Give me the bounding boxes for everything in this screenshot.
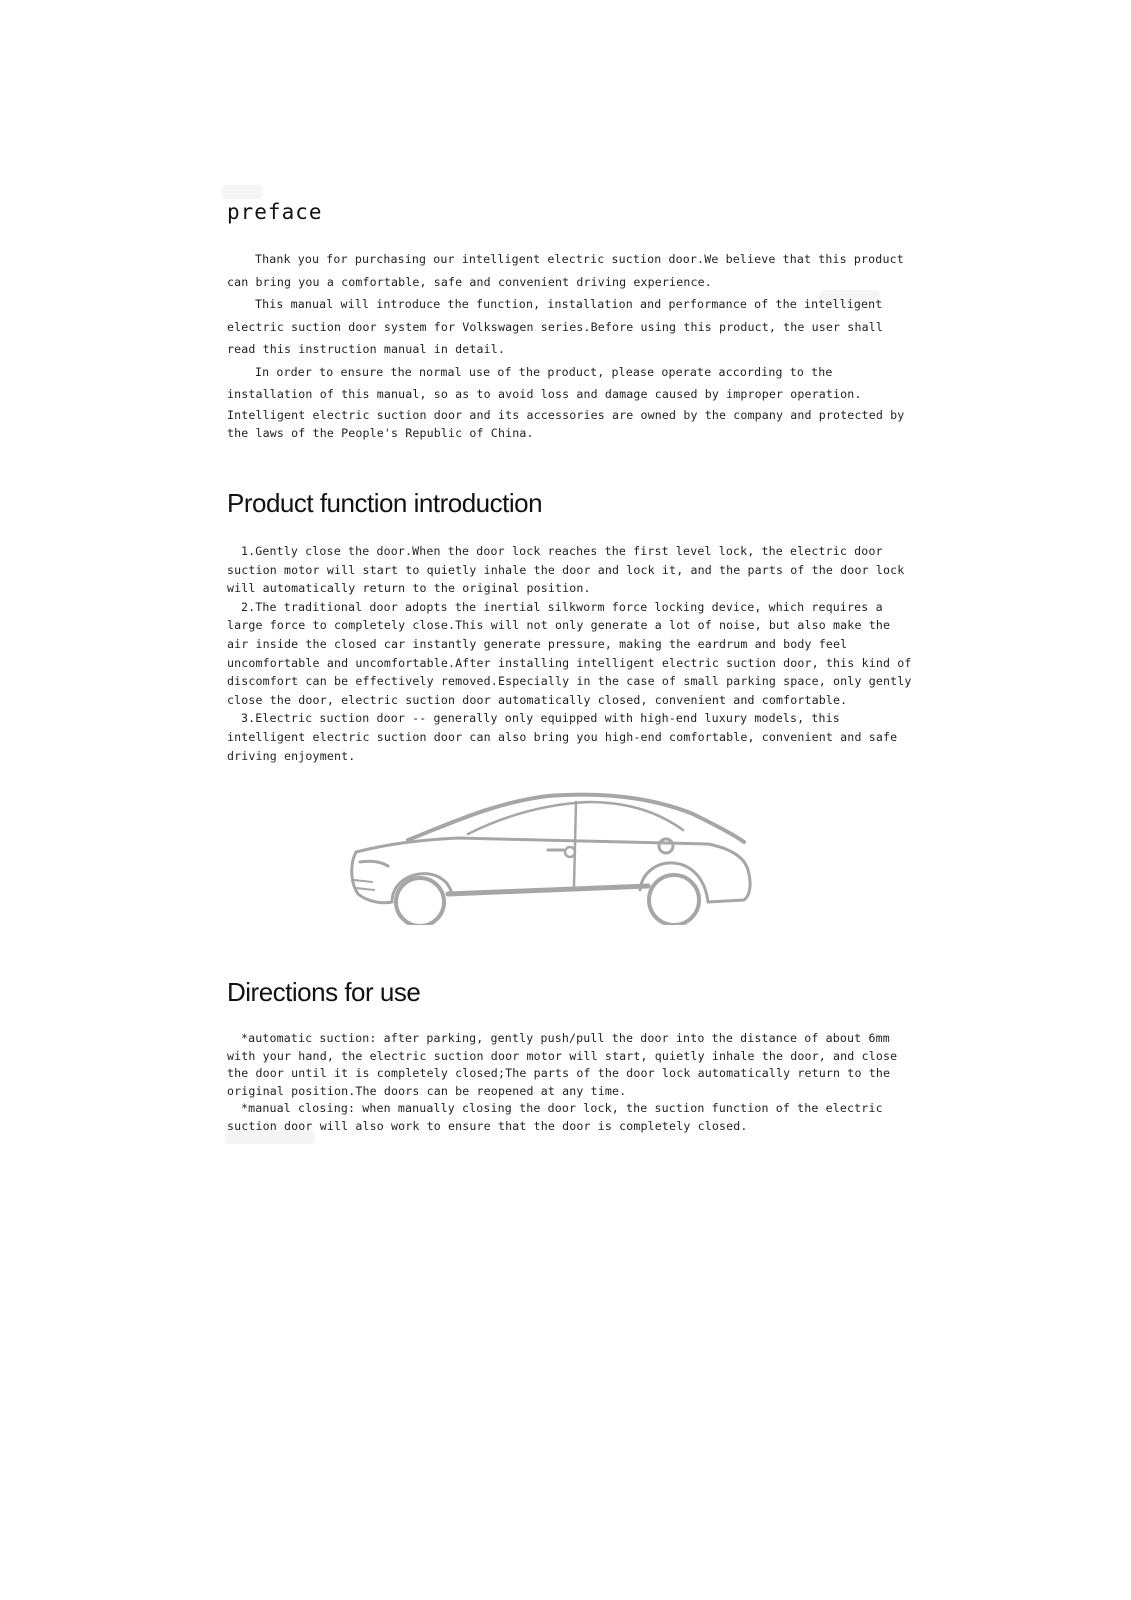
scan-smudge <box>222 185 262 199</box>
door-lock-icon <box>659 839 673 853</box>
car-rear-wheel <box>649 875 699 925</box>
preface-paragraph-1: Thank you for purchasing our intelligent electric suction door.We believe that this product can bring you a comfortable, safe and convenient driving experience. <box>227 252 904 289</box>
directions-item-automatic: *automatic suction: after parking, gently push/pull the door into the distance of about 6mm with your hand, the electric suction door motor will start, quietly inhale the door, and close the door until it is completely closed;The parts of the door lock automatically return to the original position.The doors can be reopened at any time. <box>227 1031 898 1098</box>
preface-heading: preface <box>227 200 323 224</box>
car-hood-line <box>356 838 748 870</box>
product-item-1: 1.Gently close the door.When the door lock reaches the first level lock, the electric door suction motor will start to quietly inhale the door and lock it, and the parts of the door lock will automatically return to the original position. <box>227 544 905 596</box>
product-heading: Product function introduction <box>227 488 543 518</box>
car-front-wheel <box>396 878 444 925</box>
door-lock-icon <box>565 847 575 857</box>
preface-paragraph-3: In order to ensure the normal use of the product, please operate according to the installation of this manual, so as to avoid loss and damage caused by improper operation. <box>227 364 862 401</box>
preface-paragraph-4: Intelligent electric suction door and its accessories are owned by the company and protected by the laws of the People's Republic of China. <box>227 407 905 440</box>
preface-paragraph-2: This manual will introduce the function, installation and performance of the intelligent electric suction door system for Volkswagen series.Before using this product, the user shall read this instruction manual in detail. <box>227 297 883 356</box>
product-item-2: 2.The traditional door adopts the inertial silkworm force locking device, which requires a large force to completely close.This will not only generate a lot of noise, but also make the air inside the closed car instantly generate pressure, making the eardrum and body feel uncomfortable and uncomfortable.After installing intelligent electric suction door, this kind of discomfort can be effectively removed.Especially in the case of small parking space, only gently close the door, electric suction door automatically closed, convenient and comfortable. <box>227 599 912 707</box>
car-door-line <box>574 802 576 886</box>
product-item-3: 3.Electric suction door -- generally only equipped with high-end luxury models, this intelligent electric suction door can also bring you high-end comfortable, convenient and safe driving enjoyment. <box>227 711 898 763</box>
directions-section <box>227 1030 917 1136</box>
car-rear-bumper <box>708 870 750 902</box>
car-front-bumper <box>352 852 392 903</box>
preface-section <box>227 248 917 443</box>
car-grille <box>354 880 374 890</box>
product-section <box>227 542 917 765</box>
directions-item-manual: *manual closing: when manually closing the door lock, the suction function of the electric suction door will also work to ensure that the door is completely closed. <box>227 1101 883 1133</box>
car-headlight <box>360 861 388 866</box>
car-side-illustration <box>348 790 768 925</box>
car-rocker-line <box>448 886 648 894</box>
directions-heading: Directions for use <box>227 977 421 1007</box>
